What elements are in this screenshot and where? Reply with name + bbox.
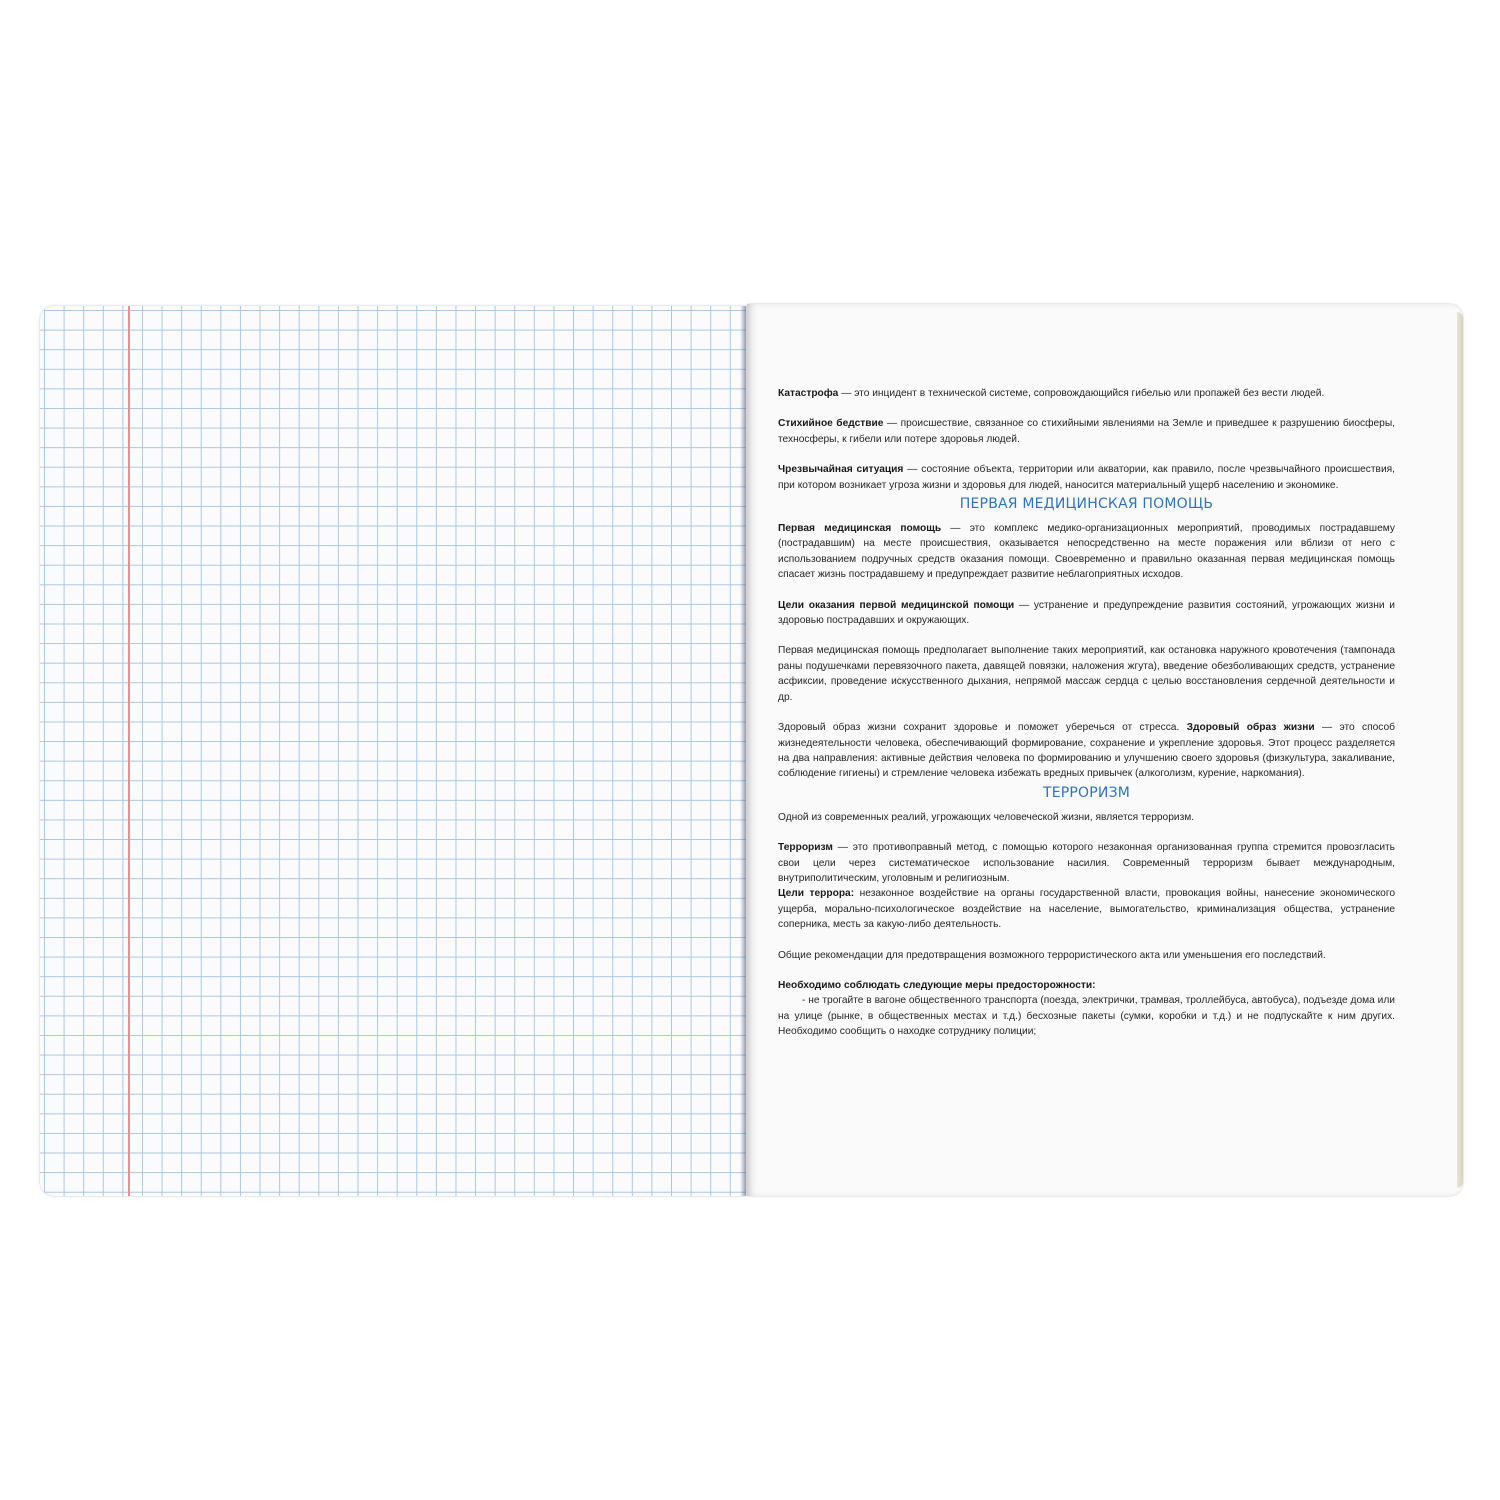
heading-first-aid: ПЕРВАЯ МЕДИЦИНСКАЯ ПОМОЩЬ <box>959 496 1214 513</box>
margin-line <box>128 306 130 1196</box>
paragraph-healthy-lifestyle: Здоровый образ жизни сохранит здоровье и поможет уберечься от стресса. Здоровый образ жизни — это способ жизнедеятельности человека, обеспечивающий формирование, сохранение и укрепление здоровья. Этот процесс разделяется на два направления: активные действия человека по формированию и улучшению своего здоровья (физкультура, закаливание, соблюдение гигиены) и стремление человека избежать вредных привычек (алкоголизм, курение, наркомания). <box>778 722 1395 780</box>
heading-terrorism: ТЕРРОРИЗМ <box>1042 784 1131 801</box>
term-terror-goals: Цели террора: <box>778 888 855 900</box>
paragraph-terror-goals: Цели террора: незаконное воздействие на органы государственной власти, провокация войны, нанесение экономического ущерба, морально-психологическое воздействие на население, вымогательство, криминализация общества, устранение соперника, месть за какую-либо деятельность. <box>778 888 1395 931</box>
term-goals: Цели оказания первой медицинской помощи <box>778 599 1015 611</box>
paragraph-goals: Цели оказания первой медицинской помощи — устранение и предупреждение развития состояний, угрожающих жизни и здоровью пострадавших и окружающих. <box>778 599 1395 627</box>
term-first-aid: Первая медицинская помощь <box>778 523 942 535</box>
paragraph-terror-intro: Одной из современных реалий, угрожающих человеческой жизни, является терроризм. <box>778 811 1195 823</box>
text-page <box>747 304 1463 1196</box>
precautions-item: - не трогайте в вагоне общественного транспорта (поезда, электрички, трамвая, троллейбуса, автобуса), подъезде дома или на улице (рынке, в общественных местах и т.д.) бесхозные пакеты (сумки, коробки и т.д.) и не подпускайте к ним других. Необходимо сообщить о находке сотруднику полиции; <box>778 995 1395 1038</box>
cover-edge <box>1457 312 1463 1188</box>
paragraph-emergency: Чрезвычайная ситуация — состояние объекта, территории или акватории, как правило, после чрезвычайного происшествия, при котором возникает угроза жизни и здоровья для людей, наносится материальный ущерб населению и экономике. <box>778 464 1395 491</box>
paragraph-terrorism: Терроризм — это противоправный метод, с помощью которого незаконная организованная группа стремится провозгласить свои цели через систематическое использование насилия. Современный терроризм бывает международным, внутриполитическим, уголовным и религиозным. <box>778 842 1395 884</box>
paragraph-disaster: Стихийное бедствие — происшествие, связанное со стихийными явлениями на Земле и приведшее к разрушению биосферы, техносферы, к гибели или потере здоровья людей. <box>778 418 1395 445</box>
precautions-title: Необходимо соблюдать следующие меры предосторожности: <box>778 979 1096 991</box>
paragraph-recommendations: Общие рекомендации для предотвращения возможного террористического акта или уменьшения его последствий. <box>778 949 1326 961</box>
term-emergency: Чрезвычайная ситуация <box>778 464 904 476</box>
term-terrorism: Терроризм <box>778 842 833 854</box>
grid-page <box>40 306 746 1196</box>
paragraph-first-aid: Первая медицинская помощь — это комплекс медико-организационных мероприятий, проводимых пострадавшему (пострадавшим) на месте происшествия, оказывается непосредственно на месте поражения или вблизи от него с использованием подручных средств оказания помощи. Своевременно и правильно оказанная первая медицинская помощь спасает жизнь пострадавшему и предупреждает развитие неблагоприятных исходов. <box>778 523 1395 581</box>
term-healthy-lifestyle: Здоровый образ жизни <box>1186 722 1315 734</box>
page-content <box>778 386 1395 1040</box>
term-catastrophe: Катастрофа <box>778 388 839 399</box>
paragraph-measures: Первая медицинская помощь предполагает выполнение таких мероприятий, как остановка наружного кровотечения (тампонада раны подушечками перевязочного пакета, давящей повязки, наложения жгута), введение обезболивающих средств, устранение асфиксии, проведение искусственного дыхания, непрямой массаж сердца с целью восстановления сердечной деятельности и др. <box>778 645 1395 703</box>
spine-shadow <box>740 306 746 1196</box>
paragraph-catastrophe: Катастрофа — это инцидент в технической системе, сопровождающийся гибелью или пропажей без вести людей. <box>778 388 1325 399</box>
term-disaster: Стихийное бедствие <box>778 418 884 430</box>
